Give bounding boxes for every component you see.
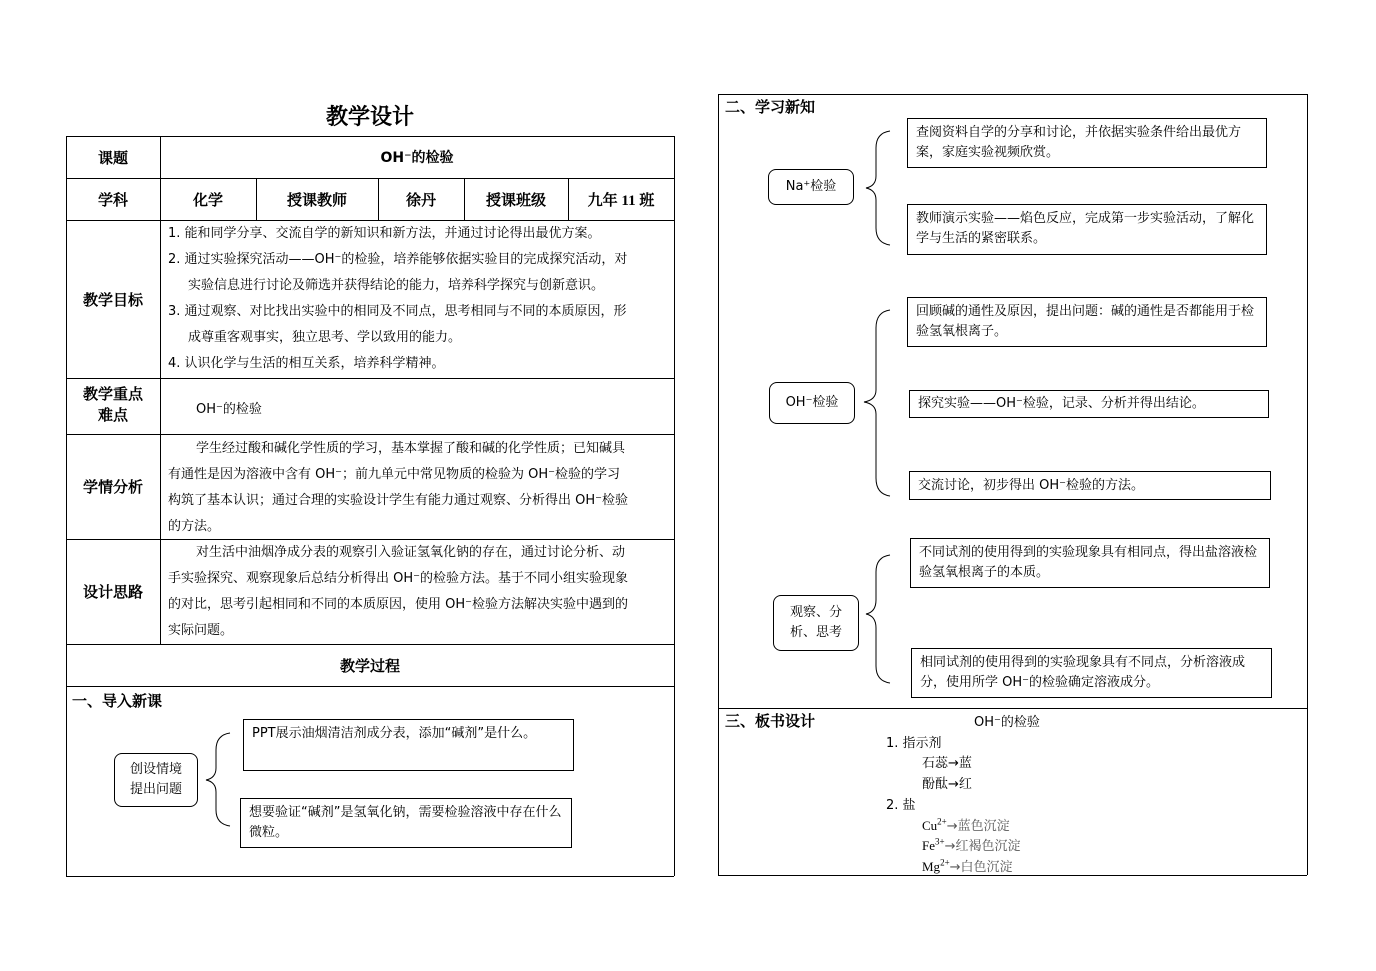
observe-box-1: 不同试剂的使用得到的实验现象具有相同点，得出盐溶液检验氢氧根离子的本质。 [910,538,1270,588]
na-box-2: 教师演示实验——焰色反应，完成第一步实验活动，了解化学与生活的紧密联系。 [907,204,1267,255]
topic-label: 课题 [97,150,128,167]
section1-box-1: PPT展示油烟清洁剂成分表，添加“碱剂”是什么。 [243,719,574,771]
bracket-observe [866,555,890,683]
page-title: 教学设计 [325,104,414,129]
bracket-na [866,131,890,245]
class-label: 授课班级 [485,192,546,209]
oh-box-2: 探究实验——OH⁻检验，记录、分析并得出结论。 [909,390,1269,418]
subject-value: 化学 [192,192,223,209]
board-copper: $Cu^{2+}\to$蓝色沉淀 [922,816,1010,834]
key-points-value: OH⁻的检验 [196,402,262,417]
topic-value: OH⁻的检验 [380,150,454,166]
section1-node: 创设情境 提出问题 [114,753,198,807]
board-litmus: 石蕊→蓝 [922,756,972,771]
goals-label: 教学目标 [82,292,143,309]
oh-box-3: 交流讨论，初步得出 OH⁻检验的方法。 [909,471,1271,500]
subject-label: 学科 [97,192,128,209]
na-test-node: Na⁺检验 [768,169,854,205]
class-value: 九年 11 班 [587,192,655,209]
section3-title: 三、板书设计 [725,714,816,730]
bracket-oh [864,310,890,496]
section1-title: 一、导入新课 [72,694,163,710]
section2-title: 二、学习新知 [725,100,816,116]
board-item-indicator: 1. 指示剂 [886,736,942,751]
board-phenolphthalein: 酚酞→红 [922,777,972,792]
board-magnesium: $Mg^{2+}\to$白色沉淀 [922,857,1013,875]
section1-box-2: 想要验证“碱剂”是氢氧化钠，需要检验溶液中存在什么微粒。 [240,798,572,848]
goal-item-4: 4. 认识化学与生活的相互关系，培养科学精神。 [168,356,445,371]
design-text: 对生活中油烟净成分表的观察引入验证氢氧化钠的存在，通过讨论分析、动 手实验探究、观察现象后总结分析得出 OH⁻的检验方法。基于不同小组实验现象 的对比，思考引起相同和不同的本质原因，使用 OH⁻检验方法解决实验中遇到的 实际问题。 [168,545,629,638]
key-points-label: 教学重点 难点 [82,387,143,424]
analysis-text: 学生经过酸和碱化学性质的学习，基本掌握了酸和碱的化学性质；已知碱具 有通性是因为溶液中含有 OH⁻；前九单元中常见物质的检验为 OH⁻检验的学习 构筑了基本认识；通过合理的实验设计学生有能力通过观察、分析得出 OH⁻检验 的方法。 [168,441,629,534]
na-box-1: 查阅资料自学的分享和讨论，并依据实验条件给出最优方案，家庭实验视频欣赏。 [907,118,1267,168]
analysis-label: 学情分析 [82,480,143,496]
goal-item-1: 1. 能和同学分享、交流自学的新知识和新方法，并通过讨论得出最优方案。 [168,226,601,241]
board-iron: $Fe^{3+}\to$红褐色沉淀 [922,836,1021,854]
design-label: 设计思路 [82,585,143,601]
board-heading: OH⁻的检验 [974,715,1040,730]
oh-test-node: OH⁻检验 [769,382,855,424]
teacher-label: 授课教师 [286,192,347,209]
process-title: 教学过程 [339,658,400,675]
bracket-section1 [206,733,230,826]
board-item-salt: 2. 盐 [886,798,916,813]
oh-box-1: 回顾碱的通性及原因，提出问题：碱的通性是否都能用于检验氢氧根离子。 [907,297,1267,347]
observe-box-2: 相同试剂的使用得到的实验现象具有不同点，分析溶液成分，使用所学 OH⁻的检验确定溶液成分。 [911,648,1272,698]
observe-node: 观察、分 析、思考 [773,595,859,651]
goal-item-3: 3. 通过观察、对比找出实验中的相同及不同点，思考相同与不同的本质原因，形 成尊重客观事实，独立思考、学以致用的能力。 [168,304,627,345]
teacher-value: 徐丹 [405,192,436,209]
goal-item-2: 2. 通过实验探究活动——OH⁻的检验，培养能够依据实验目的完成探究活动，对 实验信息进行讨论及筛选并获得结论的能力，培养科学探究与创新意识。 [168,252,628,293]
